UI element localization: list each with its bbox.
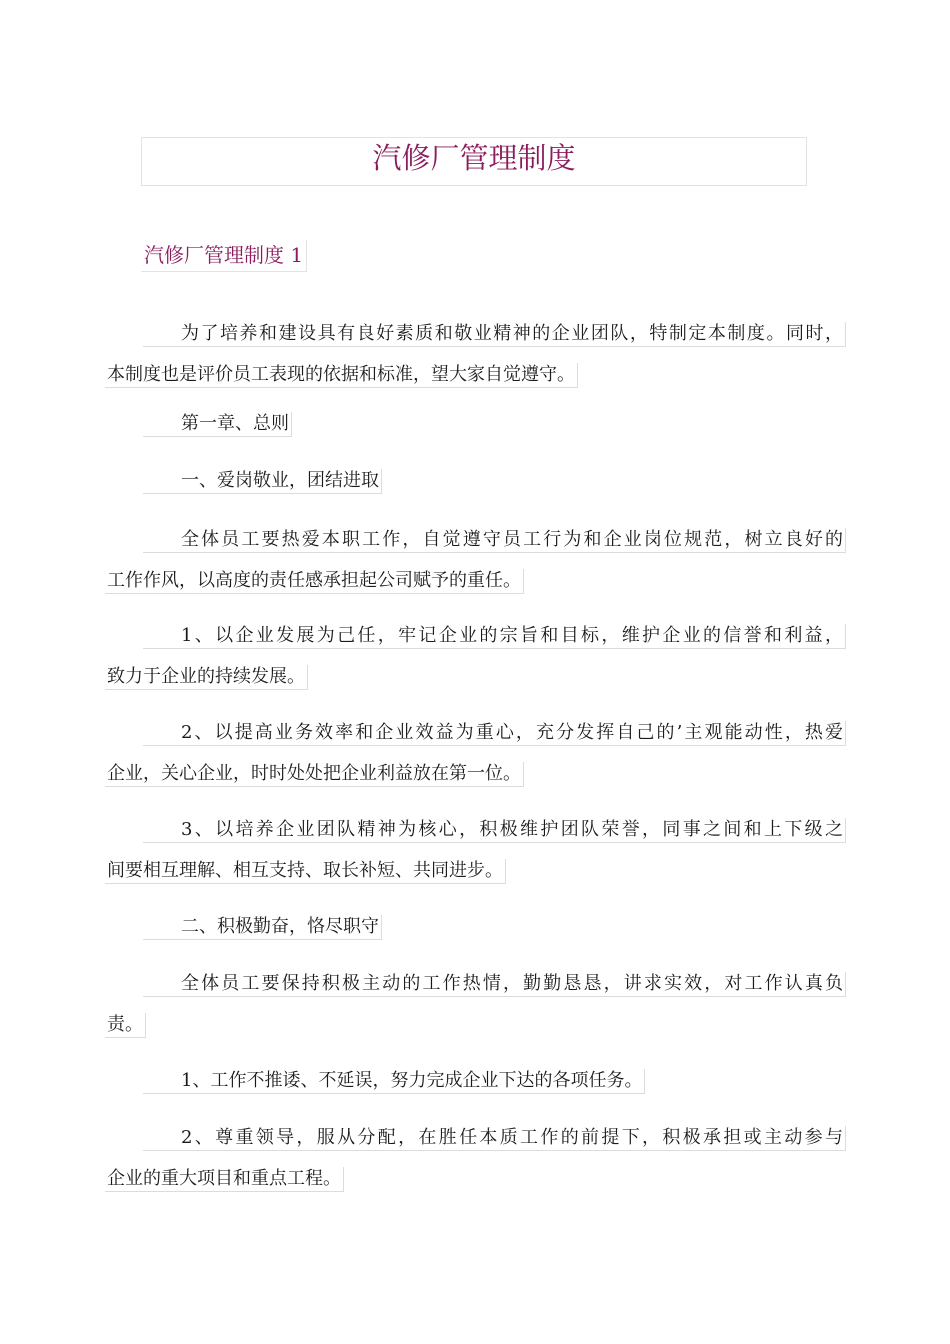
paragraph-line: 为了培养和建设具有良好素质和敬业精神的企业团队，特制定本制度。同时， <box>143 322 846 347</box>
paragraph-line: 3、以培养企业团队精神为核心，积极维护团队荣誉，同事之间和上下级之 <box>143 818 846 843</box>
paragraph-line: 1、工作不推诿、不延误，努力完成企业下达的各项任务。 <box>143 1069 645 1094</box>
paragraph-line: 本制度也是评价员工表现的依据和标准，望大家自觉遵守。 <box>105 363 578 388</box>
paragraph-line: 间要相互理解、相互支持、取长补短、共同进步。 <box>105 859 506 884</box>
paragraph-line: 2、尊重领导，服从分配，在胜任本质工作的前提下，积极承担或主动参与 <box>143 1126 846 1151</box>
paragraph-line: 企业的重大项目和重点工程。 <box>105 1167 344 1192</box>
paragraph-line: 责。 <box>105 1013 146 1038</box>
paragraph-line: 二、积极勤奋，恪尽职守 <box>143 915 382 940</box>
paragraph-7 <box>107 1117 843 1199</box>
paragraph-1 <box>107 519 843 601</box>
paragraph-3 <box>107 712 843 794</box>
paragraph-line: 致力于企业的持续发展。 <box>105 665 308 690</box>
paragraph-line: 1、以企业发展为己任，牢记企业的宗旨和目标，维护企业的信誉和利益， <box>143 624 846 649</box>
section-heading: 汽修厂管理制度 1 <box>141 240 307 272</box>
paragraph-line: 一、爱岗敬业，团结进取 <box>143 469 382 494</box>
paragraph-5 <box>107 963 843 1045</box>
paragraph-line: 工作作风，以高度的责任感承担起公司赋予的重任。 <box>105 569 524 594</box>
paragraph-2 <box>107 615 843 697</box>
paragraph-line: 企业，关心企业，时时处处把企业利益放在第一位。 <box>105 762 524 787</box>
section-heading-1 <box>143 460 807 501</box>
paragraph-line: 全体员工要保持积极主动的工作热情，勤勤恳恳，讲求实效，对工作认真负 <box>143 972 846 997</box>
paragraph-6 <box>143 1060 807 1101</box>
paragraph-line: 2、以提高业务效率和企业效益为重心，充分发挥自己的’主观能动性，热爱 <box>143 721 846 746</box>
chapter-heading <box>143 403 807 444</box>
paragraph-line: 第一章、总则 <box>143 412 292 437</box>
paragraph-4 <box>107 809 843 891</box>
paragraph-line: 全体员工要热爱本职工作，自觉遵守员工行为和企业岗位规范，树立良好的 <box>143 528 846 553</box>
paragraph-intro <box>107 313 843 395</box>
document-title: 汽修厂管理制度 <box>141 137 807 186</box>
section-heading-2 <box>143 906 807 947</box>
